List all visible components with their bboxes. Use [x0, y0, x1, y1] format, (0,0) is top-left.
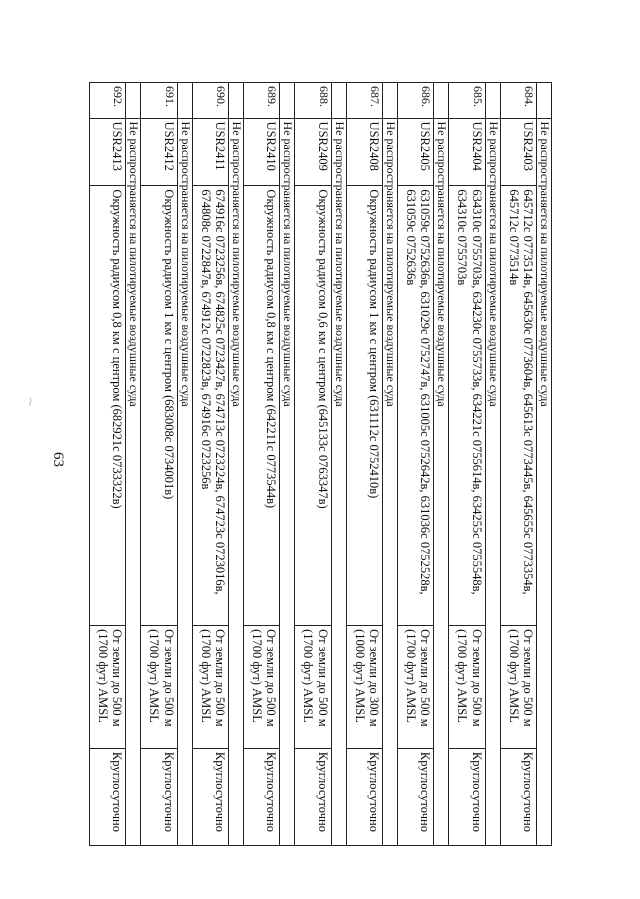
scan-speck — [28, 398, 32, 406]
page-number: 63 — [50, 452, 66, 467]
row-number: 689. — [244, 83, 280, 119]
altitude-limits: От земли до 500 м (1700 фут) AMSL — [398, 626, 434, 749]
note-blank-cell — [280, 83, 295, 119]
table-row — [449, 83, 485, 846]
altitude-limits: От земли до 500 м (1700 фут) AMSL — [295, 626, 331, 749]
zone-code: USR2408 — [346, 118, 382, 186]
operating-hours: Круглосуточно — [192, 748, 228, 845]
table-row — [141, 83, 177, 846]
note-text: Не распространяется на пилотируемые воздушные суда — [537, 118, 552, 845]
zone-code: USR2412 — [141, 118, 177, 186]
note-text: Не распространяется на пилотируемые воздушные суда — [434, 118, 449, 845]
row-number: 688. — [295, 83, 331, 119]
altitude-limits: От земли до 500 м (1700 фут) AMSL — [141, 626, 177, 749]
operating-hours: Круглосуточно — [295, 748, 331, 845]
note-row — [383, 83, 398, 846]
row-number: 690. — [192, 83, 228, 119]
zone-boundary: 634310с 0755703в, 634230с 0755733в, 634221с 0755614в, 634255с 0755548в, 634310с 0755703в — [449, 186, 485, 626]
altitude-limits: От земли до 500 м (1700 фут) AMSL — [500, 626, 536, 749]
note-text: Не распространяется на пилотируемые воздушные суда — [331, 118, 346, 845]
zone-code: USR2405 — [398, 118, 434, 186]
altitude-limits: От земли до 300 м (1000 фут) AMSL — [346, 626, 382, 749]
note-row — [434, 83, 449, 846]
altitude-limits: От земли до 500 м (1700 фут) AMSL — [90, 626, 126, 749]
note-row — [331, 83, 346, 846]
note-row — [126, 83, 141, 846]
operating-hours: Круглосуточно — [449, 748, 485, 845]
row-number: 692. — [90, 83, 126, 119]
note-blank-cell — [383, 83, 398, 119]
table-row — [295, 83, 331, 846]
zone-code: USR2410 — [244, 118, 280, 186]
note-text: Не распространяется на пилотируемые воздушные суда — [229, 118, 244, 845]
row-number: 691. — [141, 83, 177, 119]
table-row — [244, 83, 280, 846]
operating-hours: Круглосуточно — [500, 748, 536, 845]
airspace-table — [89, 82, 552, 846]
note-blank-cell — [434, 83, 449, 119]
note-blank-cell — [229, 83, 244, 119]
note-blank-cell — [126, 83, 141, 119]
note-row — [177, 83, 192, 846]
altitude-limits: От земли до 500 м (1700 фут) AMSL — [192, 626, 228, 749]
note-row — [485, 83, 500, 846]
note-text: Не распространяется на пилотируемые воздушные суда — [126, 118, 141, 845]
table-row — [398, 83, 434, 846]
note-row — [537, 83, 552, 846]
zone-code: USR2404 — [449, 118, 485, 186]
zone-boundary: 631059с 0752636в, 631029с 0752747в, 631005с 0752642в, 631036с 0752528в, 631059с 0752636в — [398, 186, 434, 626]
table-row — [500, 83, 536, 846]
operating-hours: Круглосуточно — [398, 748, 434, 845]
note-blank-cell — [485, 83, 500, 119]
note-blank-cell — [537, 83, 552, 119]
zone-code: USR2409 — [295, 118, 331, 186]
table-row — [90, 83, 126, 846]
note-blank-cell — [331, 83, 346, 119]
note-text: Не распространяется на пилотируемые воздушные суда — [280, 118, 295, 845]
note-row — [229, 83, 244, 846]
row-number: 685. — [449, 83, 485, 119]
zone-code: USR2403 — [500, 118, 536, 186]
note-text: Не распространяется на пилотируемые воздушные суда — [383, 118, 398, 845]
altitude-limits: От земли до 500 м (1700 фут) AMSL — [244, 626, 280, 749]
note-row — [280, 83, 295, 846]
operating-hours: Круглосуточно — [141, 748, 177, 845]
zone-boundary: Окружность радиусом 1 км с центром (631112с 0752410в) — [346, 186, 382, 626]
row-number: 684. — [500, 83, 536, 119]
zone-boundary: 645712с 0773514в, 645630с 0773604в, 645613с 0773445в, 645655с 0773354в, 645712с 0773514в — [500, 186, 536, 626]
zone-code: USR2411 — [192, 118, 228, 186]
document-table-rotated — [89, 82, 552, 846]
operating-hours: Круглосуточно — [346, 748, 382, 845]
row-number: 686. — [398, 83, 434, 119]
altitude-limits: От земли до 500 м (1700 фут) AMSL — [449, 626, 485, 749]
operating-hours: Круглосуточно — [244, 748, 280, 845]
zone-boundary: 674916с 0723256в, 674825с 0723427в, 674713с 0723224в, 674723с 0723016в, 674808с 0722847в, 674912с 0722823в, 674916с 0723256в — [192, 186, 228, 626]
zone-boundary: Окружность радиусом 0,8 км с центром (642211с 0773544в) — [244, 186, 280, 626]
note-blank-cell — [177, 83, 192, 119]
zone-boundary: Окружность радиусом 0,8 км с центром (682921с 0733322в) — [90, 186, 126, 626]
row-number: 687. — [346, 83, 382, 119]
operating-hours: Круглосуточно — [90, 748, 126, 845]
note-text: Не распространяется на пилотируемые воздушные суда — [177, 118, 192, 845]
zone-boundary: Окружность радиусом 1 км с центром (683008с 0734001в) — [141, 186, 177, 626]
note-text: Не распространяется на пилотируемые воздушные суда — [485, 118, 500, 845]
zone-boundary: Окружность радиусом 0,6 км с центром (645133с 0763347в) — [295, 186, 331, 626]
table-row — [346, 83, 382, 846]
zone-code: USR2413 — [90, 118, 126, 186]
table-row — [192, 83, 228, 846]
